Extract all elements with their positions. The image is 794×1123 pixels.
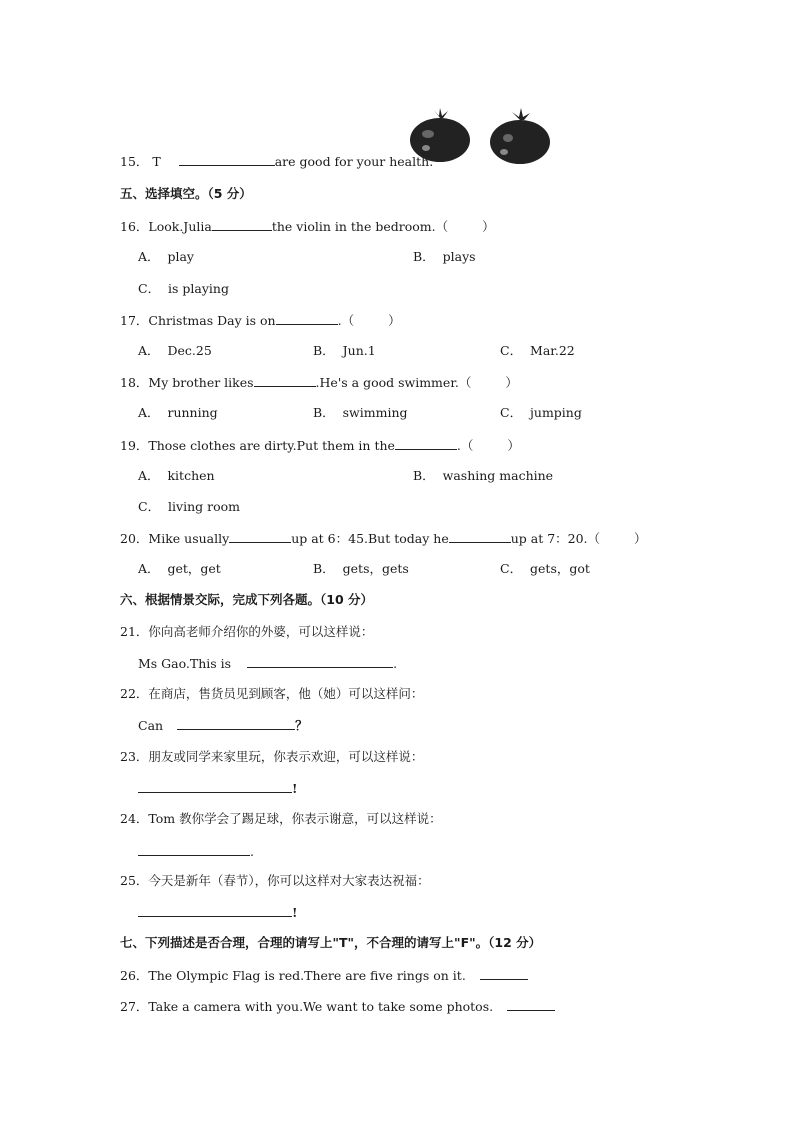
question-text: .（ [456,438,474,453]
answer-blank[interactable] [395,437,457,450]
option-b[interactable] [313,561,409,577]
option-text: get，get [167,561,221,576]
question-number: 15． [120,154,149,169]
option-letter: A． [138,468,160,483]
answer-blank[interactable] [179,153,275,166]
question-number: 22． [120,686,149,701]
question-text: T [152,154,161,169]
answer-suffix: ! [292,781,298,796]
option-text: swimming [342,405,408,420]
question-number: 18． [120,375,149,390]
answer-blank[interactable] [247,655,393,668]
question-number: 20． [120,531,149,546]
question-number: 21． [120,624,149,639]
option-c[interactable] [500,561,590,577]
option-letter: B． [413,249,435,264]
question-20 [120,530,647,547]
option-text: jumping [530,405,582,420]
answer-blank[interactable] [229,530,291,543]
answer-blank[interactable] [177,717,295,730]
question-text: ） [482,219,495,234]
answer-blank[interactable] [507,998,555,1011]
section-heading-5: 五、选择填空。（5 分） [120,186,252,201]
option-letter: C． [500,343,523,358]
answer-suffix: . [250,844,254,859]
question-text: .（ [337,313,355,328]
option-letter: A． [138,405,160,420]
question-text: 朋友或同学来家里玩，你表示欢迎，可以这样说： [148,749,424,764]
answer-suffix: . [393,656,398,671]
question-17 [120,312,401,329]
question-number: 16． [120,219,149,234]
answer-line-25 [138,904,298,921]
question-text: ） [634,531,647,546]
question-26 [120,967,528,984]
answer-suffix: ! [292,905,298,920]
option-b[interactable] [313,405,408,421]
question-text: Christmas Day is on [148,313,276,328]
question-text: ） [388,313,401,328]
question-text: Look.Julia [148,219,212,234]
option-c[interactable] [500,343,575,359]
option-a[interactable] [138,343,212,359]
question-number: 26． [120,968,149,983]
option-c[interactable] [138,281,229,297]
answer-blank[interactable] [449,530,511,543]
question-text: up at 6：45.But today he [291,531,449,546]
option-letter: B． [313,561,335,576]
question-text: The Olympic Flag is red.There are five rings on it. [148,968,466,983]
answer-blank[interactable] [254,374,316,387]
question-text: Take a camera with you.We want to take some photos. [148,999,494,1014]
question-18 [120,374,518,391]
question-number: 27． [120,999,149,1014]
option-text: gets，got [530,561,590,576]
answer-prefix: Can [138,718,164,733]
option-letter: C． [138,281,161,296]
answer-line-21 [138,655,397,672]
option-text: Mar.22 [530,343,575,358]
option-text: kitchen [167,468,215,483]
option-a[interactable] [138,468,215,484]
question-27 [120,998,555,1015]
question-21 [120,624,373,640]
question-22 [120,686,423,702]
question-number: 23． [120,749,149,764]
option-text: washing machine [442,468,554,483]
option-letter: A． [138,343,160,358]
question-text: 今天是新年（春节），你可以这样对大家表达祝福： [148,873,430,888]
answer-blank[interactable] [480,967,528,980]
option-letter: B． [313,343,335,358]
option-text: play [167,249,194,264]
section-heading-7: 七、下列描述是否合理，合理的请写上"T"，不合理的请写上"F"。（12 分） [120,935,542,950]
option-letter: A． [138,561,160,576]
option-letter: B． [413,468,435,483]
option-letter: C． [138,499,161,514]
question-text: Tom 教你学会了踢足球，你表示谢意，可以这样说： [148,811,442,826]
option-letter: B． [313,405,335,420]
option-text: running [167,405,218,420]
answer-blank[interactable] [138,843,250,856]
option-a[interactable] [138,405,218,421]
answer-blank[interactable] [138,780,292,793]
question-number: 25． [120,873,149,888]
question-16 [120,218,495,235]
question-15 [120,153,433,170]
option-text: living room [168,499,240,514]
answer-suffix: ？ [295,718,308,733]
option-text: Jun.1 [342,343,376,358]
question-number: 24． [120,811,149,826]
answer-line-23 [138,780,298,797]
option-text: gets，gets [342,561,409,576]
question-text: Those clothes are dirty.Put them in the [148,438,395,453]
question-text: up at 7：20.（ [510,531,601,546]
option-c[interactable] [138,499,240,515]
question-text: My brother likes [148,375,254,390]
question-19 [120,437,520,454]
question-text: ） [505,375,518,390]
question-23 [120,749,423,765]
option-a[interactable] [138,561,221,577]
option-b[interactable] [413,468,553,484]
question-text: .He's a good swimmer.（ [315,375,472,390]
option-text: is playing [168,281,229,296]
answer-line-22 [138,717,308,734]
option-b[interactable] [413,249,476,265]
option-letter: C． [500,405,523,420]
question-text: Mike usually [148,531,230,546]
question-text: 在商店，售货员见到顾客，他（她）可以这样问： [148,686,424,701]
question-25 [120,873,430,889]
question-text: ） [507,438,520,453]
option-c[interactable] [500,405,582,421]
answer-blank[interactable] [212,218,272,231]
answer-prefix: Ms Gao.This is [138,656,232,671]
question-number: 19． [120,438,149,453]
question-text: are good for your health. [274,154,434,169]
question-24 [120,811,442,827]
option-a[interactable] [138,249,194,265]
answer-blank[interactable] [276,312,338,325]
option-text: plays [442,249,476,264]
option-text: Dec.25 [167,343,212,358]
question-text: the violin in the bedroom.（ [271,219,449,234]
option-letter: A． [138,249,160,264]
question-text: 你向高老师介绍你的外婆，可以这样说： [148,624,374,639]
answer-blank[interactable] [138,904,292,917]
answer-line-24 [138,843,254,860]
question-number: 17． [120,313,149,328]
tomato-icon [488,108,552,166]
section-heading-6: 六、根据情景交际，完成下列各题。（10 分） [120,592,373,607]
option-b[interactable] [313,343,376,359]
option-letter: C． [500,561,523,576]
